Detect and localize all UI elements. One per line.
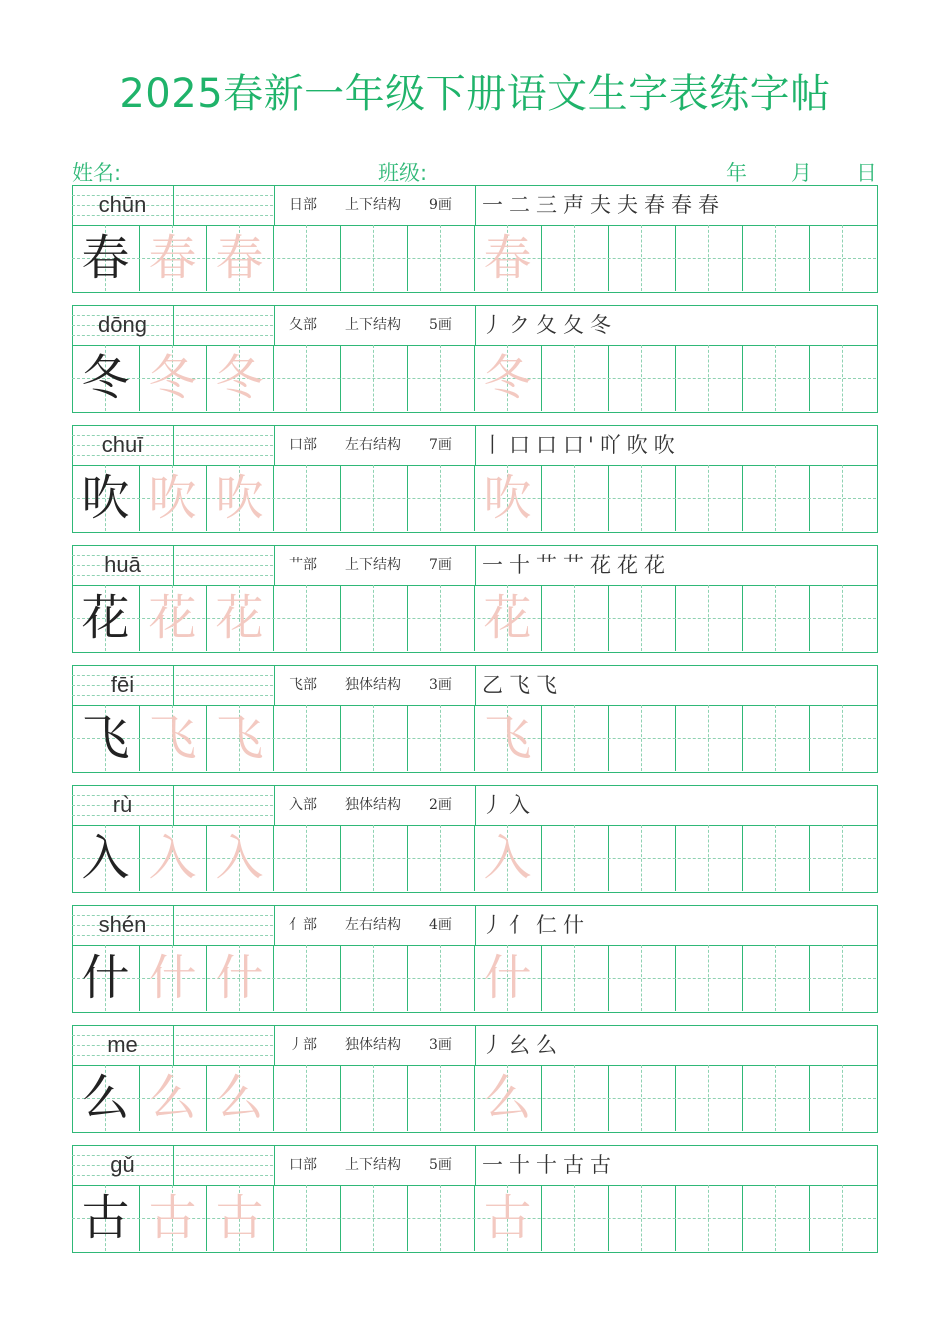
pinyin-label: gǔ — [110, 1152, 135, 1177]
radical-label: 入部 — [289, 797, 317, 813]
info-divider — [475, 1025, 476, 1065]
writing-cell[interactable] — [809, 1185, 876, 1251]
char-block — [72, 305, 878, 413]
model-character: 春 — [81, 230, 130, 286]
model-character: 飞 — [81, 710, 130, 766]
writing-cell[interactable] — [407, 705, 474, 771]
writing-cell[interactable] — [809, 825, 876, 891]
stroke-step: 口 — [509, 433, 534, 457]
stroke-step: 飞 — [509, 673, 534, 697]
structure-label: 上下结构 — [345, 557, 401, 573]
trace-character[interactable]: 古 — [148, 1190, 197, 1246]
pinyin-divider — [274, 185, 275, 225]
structure-label: 左右结构 — [345, 917, 401, 933]
stroke-step: 夂 — [536, 313, 561, 337]
stroke-step: 夂 — [563, 313, 588, 337]
stroke-step: 声 — [563, 193, 588, 217]
writing-cell[interactable] — [742, 1065, 809, 1131]
writing-cell[interactable] — [809, 225, 876, 291]
info-divider — [475, 785, 476, 825]
writing-cell[interactable] — [541, 1185, 608, 1251]
pinyin-divider — [173, 785, 174, 825]
pinyin-label: me — [107, 1032, 138, 1057]
pinyin-divider — [173, 1025, 174, 1065]
stroke-step: 丨 — [482, 433, 507, 457]
model-character: 吹 — [81, 470, 130, 526]
stroke-step: 二 — [509, 193, 534, 217]
writing-cell[interactable] — [809, 705, 876, 771]
trace-character[interactable]: 花 — [483, 590, 532, 646]
pinyin-divider — [173, 905, 174, 945]
pinyin-label: dōng — [98, 312, 147, 337]
radical-label: 夂部 — [289, 317, 317, 333]
stroke-step: 什 — [563, 913, 588, 937]
stroke-step: 吹 — [653, 433, 679, 457]
stroke-step: 乙 — [482, 673, 507, 697]
stroke-step: 飞 — [536, 673, 561, 697]
writing-cell[interactable] — [340, 225, 407, 291]
radical-label: 丿部 — [289, 1037, 317, 1053]
writing-cell[interactable] — [809, 945, 876, 1011]
stroke-order-sequence — [482, 1145, 617, 1185]
writing-cell[interactable] — [608, 225, 675, 291]
pinyin-divider — [173, 1145, 174, 1185]
writing-cell[interactable] — [407, 465, 474, 531]
stroke-count-label: 3画 — [429, 1037, 452, 1053]
trace-character[interactable]: 冬 — [148, 350, 197, 406]
month-label: 月 — [791, 161, 812, 185]
trace-character[interactable]: 飞 — [148, 710, 197, 766]
trace-character[interactable]: 古 — [483, 1190, 532, 1246]
writing-cell[interactable] — [675, 345, 742, 411]
writing-cell[interactable] — [407, 1185, 474, 1251]
stroke-step: 一 — [482, 193, 507, 217]
structure-label: 独体结构 — [345, 1037, 401, 1053]
writing-cell[interactable] — [273, 1065, 340, 1131]
info-divider — [475, 1145, 476, 1185]
stroke-step: 古 — [590, 1153, 615, 1177]
day-label: 日 — [856, 161, 877, 185]
writing-cell[interactable] — [608, 1065, 675, 1131]
stroke-step: 春 — [644, 193, 669, 217]
info-divider — [475, 905, 476, 945]
writing-cell[interactable] — [675, 225, 742, 291]
writing-cell[interactable] — [541, 825, 608, 891]
writing-cell[interactable] — [675, 465, 742, 531]
char-block — [72, 185, 878, 293]
stroke-step: 亻 — [509, 913, 534, 937]
model-character: 入 — [81, 830, 130, 886]
structure-label: 独体结构 — [345, 797, 401, 813]
writing-cell[interactable] — [742, 825, 809, 891]
stroke-step: 吖 — [599, 433, 625, 457]
trace-character[interactable]: 春 — [148, 230, 197, 286]
radical-label: 口部 — [289, 1157, 317, 1173]
structure-label: 上下结构 — [345, 1157, 401, 1173]
trace-character[interactable]: 什 — [483, 950, 532, 1006]
stroke-order-sequence — [482, 425, 681, 465]
writing-cell[interactable] — [407, 1065, 474, 1131]
char-block — [72, 1025, 878, 1133]
stroke-step: 口 — [536, 433, 561, 457]
char-block — [72, 425, 878, 533]
radical-label: 飞部 — [289, 677, 317, 693]
stroke-count-label: 4画 — [429, 917, 452, 933]
char-block — [72, 1145, 878, 1253]
char-block — [72, 545, 878, 653]
char-block — [72, 785, 878, 893]
writing-cell[interactable] — [340, 705, 407, 771]
writing-cell[interactable] — [608, 705, 675, 771]
writing-cell[interactable] — [541, 1065, 608, 1131]
writing-cell[interactable] — [608, 825, 675, 891]
writing-cell[interactable] — [809, 1065, 876, 1131]
stroke-count-label: 5画 — [429, 317, 452, 333]
writing-cell[interactable] — [742, 585, 809, 651]
writing-cell[interactable] — [809, 585, 876, 651]
stroke-step: 仁 — [536, 913, 561, 937]
trace-character[interactable]: 冬 — [483, 350, 532, 406]
name-label: 姓名: — [72, 161, 122, 185]
pinyin-divider — [173, 665, 174, 705]
stroke-count-label: 7画 — [429, 437, 452, 453]
writing-cell[interactable] — [742, 465, 809, 531]
stroke-step: 丿 — [482, 793, 507, 817]
writing-cell[interactable] — [608, 585, 675, 651]
writing-cell[interactable] — [541, 345, 608, 411]
writing-cell[interactable] — [407, 585, 474, 651]
model-character: 古 — [81, 1190, 130, 1246]
stroke-step: 一 — [482, 553, 507, 577]
pinyin-label: shén — [98, 912, 147, 937]
writing-cell[interactable] — [340, 345, 407, 411]
writing-cell[interactable] — [809, 345, 876, 411]
char-block — [72, 905, 878, 1013]
stroke-count-label: 9画 — [429, 197, 452, 213]
writing-cell[interactable] — [675, 585, 742, 651]
stroke-step: 春 — [671, 193, 696, 217]
writing-cell[interactable] — [608, 945, 675, 1011]
stroke-step: 冬 — [590, 313, 615, 337]
writing-cell[interactable] — [809, 465, 876, 531]
pinyin-label: huā — [104, 552, 141, 577]
model-character: 冬 — [81, 350, 130, 406]
pinyin-divider — [274, 1145, 275, 1185]
trace-character[interactable]: 春 — [215, 230, 264, 286]
stroke-step: 幺 — [509, 1033, 534, 1057]
stroke-step: 夫 — [590, 193, 615, 217]
writing-cell[interactable] — [742, 345, 809, 411]
stroke-step: 艹 — [536, 553, 561, 577]
writing-cell[interactable] — [742, 945, 809, 1011]
writing-cell[interactable] — [608, 1185, 675, 1251]
trace-character[interactable]: 花 — [215, 590, 264, 646]
writing-cell[interactable] — [273, 225, 340, 291]
class-label: 班级: — [378, 161, 428, 185]
writing-cell[interactable] — [407, 345, 474, 411]
stroke-step: 一 — [482, 1153, 507, 1177]
writing-cell[interactable] — [541, 465, 608, 531]
trace-character[interactable]: 么 — [483, 1070, 532, 1126]
trace-character[interactable]: 么 — [148, 1070, 197, 1126]
stroke-step: 么 — [536, 1033, 561, 1057]
writing-cell[interactable] — [340, 1065, 407, 1131]
pinyin-label: chūn — [98, 192, 147, 217]
structure-label: 上下结构 — [345, 197, 401, 213]
writing-cell[interactable] — [541, 705, 608, 771]
stroke-step: 春 — [698, 193, 723, 217]
writing-cell[interactable] — [675, 1065, 742, 1131]
pinyin-label: rù — [112, 792, 133, 817]
stroke-step: 古 — [563, 1153, 588, 1177]
stroke-count-label: 3画 — [429, 677, 452, 693]
writing-cell[interactable] — [340, 585, 407, 651]
trace-character[interactable]: 古 — [215, 1190, 264, 1246]
writing-cell[interactable] — [608, 345, 675, 411]
writing-cell[interactable] — [407, 945, 474, 1011]
writing-cell[interactable] — [541, 225, 608, 291]
pinyin-divider — [274, 785, 275, 825]
radical-label: 艹部 — [289, 557, 317, 573]
writing-cell[interactable] — [340, 825, 407, 891]
trace-character[interactable]: 飞 — [483, 710, 532, 766]
writing-cell[interactable] — [541, 945, 608, 1011]
stroke-step: 十 — [509, 553, 534, 577]
info-divider — [475, 545, 476, 585]
pinyin-divider — [274, 425, 275, 465]
pinyin-divider — [274, 1025, 275, 1065]
stroke-step: 花 — [617, 553, 642, 577]
writing-cell[interactable] — [407, 825, 474, 891]
pinyin-divider — [274, 305, 275, 345]
model-character: 么 — [81, 1070, 130, 1126]
writing-cell[interactable] — [273, 465, 340, 531]
stroke-step: 艹 — [563, 553, 588, 577]
writing-cell[interactable] — [541, 585, 608, 651]
writing-cell[interactable] — [675, 945, 742, 1011]
pinyin-divider — [274, 905, 275, 945]
stroke-order-sequence — [482, 545, 671, 585]
writing-cell[interactable] — [675, 825, 742, 891]
radical-label: 口部 — [289, 437, 317, 453]
stroke-step: 口' — [563, 433, 598, 457]
stroke-step: 丿 — [482, 913, 507, 937]
page-title: 2025春新一年级下册语文生字表练字帖 — [119, 71, 831, 117]
stroke-step: 三 — [536, 193, 561, 217]
trace-character[interactable]: 花 — [148, 590, 197, 646]
structure-label: 独体结构 — [345, 677, 401, 693]
writing-cell[interactable] — [608, 465, 675, 531]
stroke-step: 十 — [536, 1153, 561, 1177]
stroke-order-sequence — [482, 665, 563, 705]
writing-cell[interactable] — [340, 1185, 407, 1251]
writing-cell[interactable] — [340, 465, 407, 531]
model-character: 花 — [81, 590, 130, 646]
writing-cell[interactable] — [273, 945, 340, 1011]
writing-cell[interactable] — [675, 1185, 742, 1251]
pinyin-divider — [173, 425, 174, 465]
stroke-order-sequence — [482, 785, 536, 825]
stroke-step: 吹 — [626, 433, 652, 457]
info-divider — [475, 185, 476, 225]
radical-label: 亻部 — [289, 917, 317, 933]
writing-cell[interactable] — [407, 225, 474, 291]
trace-character[interactable]: 吹 — [148, 470, 197, 526]
pinyin-divider — [173, 545, 174, 585]
writing-cell[interactable] — [675, 705, 742, 771]
structure-label: 上下结构 — [345, 317, 401, 333]
char-block — [72, 665, 878, 773]
writing-cell[interactable] — [273, 345, 340, 411]
stroke-order-sequence — [482, 905, 590, 945]
stroke-count-label: 2画 — [429, 797, 452, 813]
writing-cell[interactable] — [340, 945, 407, 1011]
stroke-step: 十 — [509, 1153, 534, 1177]
trace-character[interactable]: 入 — [215, 830, 264, 886]
trace-character[interactable]: 入 — [483, 830, 532, 886]
trace-character[interactable]: 飞 — [215, 710, 264, 766]
info-divider — [475, 665, 476, 705]
trace-character[interactable]: 吹 — [215, 470, 264, 526]
stroke-order-sequence — [482, 185, 725, 225]
stroke-step: ク — [509, 313, 534, 337]
stroke-count-label: 7画 — [429, 557, 452, 573]
pinyin-label: chuī — [101, 432, 144, 457]
structure-label: 左右结构 — [345, 437, 401, 453]
pinyin-divider — [274, 665, 275, 705]
stroke-step: 花 — [644, 553, 669, 577]
trace-character[interactable]: 冬 — [215, 350, 264, 406]
stroke-step: 丿 — [482, 1033, 507, 1057]
pinyin-divider — [274, 545, 275, 585]
pinyin-label: fēi — [110, 672, 135, 697]
info-divider — [475, 425, 476, 465]
writing-cell[interactable] — [742, 1185, 809, 1251]
trace-character[interactable]: 吹 — [483, 470, 532, 526]
pinyin-divider — [173, 305, 174, 345]
stroke-step: 丿 — [482, 313, 507, 337]
pinyin-divider — [173, 185, 174, 225]
stroke-count-label: 5画 — [429, 1157, 452, 1173]
trace-character[interactable]: 什 — [148, 950, 197, 1006]
writing-cell[interactable] — [273, 705, 340, 771]
model-character: 什 — [81, 950, 130, 1006]
trace-character[interactable]: 么 — [215, 1070, 264, 1126]
stroke-step: 入 — [509, 793, 534, 817]
year-label: 年 — [726, 161, 747, 185]
stroke-order-sequence — [482, 1025, 563, 1065]
trace-character[interactable]: 什 — [215, 950, 264, 1006]
trace-character[interactable]: 春 — [483, 230, 532, 286]
writing-cell[interactable] — [273, 585, 340, 651]
writing-cell[interactable] — [273, 1185, 340, 1251]
stroke-order-sequence — [482, 305, 617, 345]
trace-character[interactable]: 入 — [148, 830, 197, 886]
writing-cell[interactable] — [742, 705, 809, 771]
writing-cell[interactable] — [273, 825, 340, 891]
stroke-step: 花 — [590, 553, 615, 577]
stroke-step: 夫 — [617, 193, 642, 217]
writing-cell[interactable] — [742, 225, 809, 291]
radical-label: 日部 — [289, 197, 317, 213]
info-divider — [475, 305, 476, 345]
